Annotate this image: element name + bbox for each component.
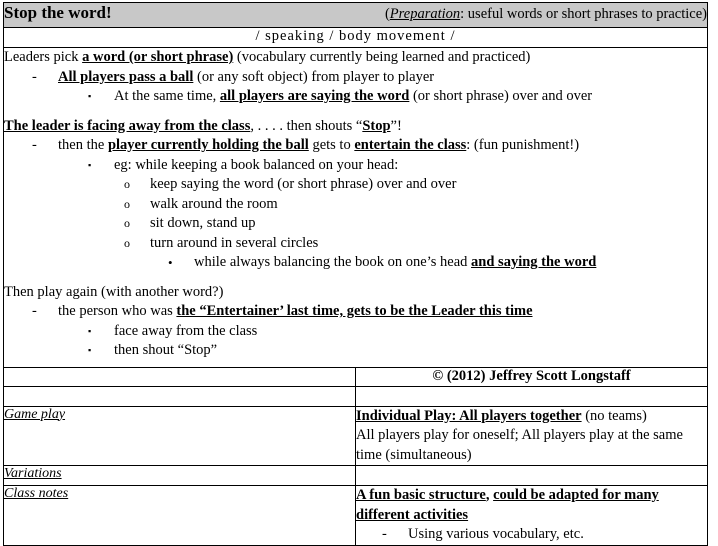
instruction-line (4, 341, 707, 361)
preparation-label: Preparation (389, 6, 461, 22)
preparation-open-paren: ( (384, 6, 390, 22)
text-emphasis: Individual Play: All players together (356, 407, 582, 424)
dash-marker-icon: - (382, 526, 387, 542)
variations-row (4, 466, 708, 486)
text-fragment: then shout “Stop” (114, 342, 218, 358)
class-notes-sub-line (356, 525, 707, 545)
text-emphasis: and saying the word (471, 254, 597, 270)
text-fragment: the person who was (58, 303, 177, 319)
text-fragment: turn around in several circles (150, 234, 319, 251)
game-play-line-2: All players play for oneself; All players play at the same time (simultaneous) (356, 427, 683, 463)
text-fragment: ”! (390, 117, 402, 134)
instruction-line: Then play again (with another word?) (4, 283, 224, 300)
text-emphasis: player currently holding the ball (107, 137, 309, 153)
square-bullet-icon: ▪ (88, 159, 92, 170)
text-emphasis: All players pass a ball (58, 68, 194, 85)
text-fragment: while always balancing the book on one’s head (194, 254, 472, 270)
page-title: Stop the word! (4, 3, 112, 22)
text-fragment: (vocabulary currently being learned and practiced) (233, 49, 531, 65)
instruction-line (4, 136, 707, 156)
class-notes-value (356, 486, 708, 546)
preparation-note (385, 4, 707, 24)
text-emphasis: Stop (362, 117, 391, 134)
circle-bullet-icon: o (124, 235, 130, 250)
copyright-spacer-cell (4, 367, 356, 386)
dash-marker-icon: - (32, 137, 37, 153)
instructions-cell (4, 48, 708, 368)
text-fragment: : (fun punishment!) (466, 137, 580, 153)
text-emphasis: a word (or short phrase) (82, 49, 234, 65)
title-cell (4, 3, 708, 28)
round-bullet-icon: • (168, 255, 173, 270)
lesson-plan-table (3, 2, 708, 546)
text-fragment (114, 87, 707, 107)
blank-row (4, 386, 708, 406)
text-fragment: walk around the room (150, 195, 278, 212)
text-emphasis: A fun basic structure (356, 487, 486, 503)
instruction-line (4, 302, 707, 322)
circle-bullet-icon: o (124, 216, 130, 230)
spacer (4, 273, 707, 283)
square-bullet-icon: ▪ (88, 345, 92, 355)
text-emphasis: The leader is facing away from the class (4, 117, 251, 134)
instruction-line (4, 117, 707, 137)
spacer (4, 107, 707, 117)
instruction-line (4, 195, 707, 215)
text-fragment: sit down, stand up (150, 215, 256, 231)
copyright-row (4, 367, 708, 386)
game-play-label: Game play (4, 406, 356, 466)
text-fragment: , (485, 487, 494, 503)
instruction-line (4, 48, 707, 68)
dash-marker-icon: - (32, 303, 37, 319)
text-fragment: face away from the class (114, 322, 258, 339)
spacer (4, 361, 707, 367)
instruction-line (4, 175, 707, 195)
text-fragment (58, 68, 707, 88)
preparation-text: : useful words or short phrases to practice) (460, 6, 707, 22)
copyright-cell: © (2012) Jeffrey Scott Longstaff (356, 367, 708, 386)
class-notes-line-1 (356, 486, 707, 525)
text-fragment: keep saying the word (or short phrase) over and over (150, 176, 457, 192)
body-row (4, 48, 708, 368)
text-fragment: (or any soft object) from player to player (193, 68, 435, 85)
text-fragment: (or short phrase) over and over (409, 88, 593, 104)
text-fragment: gets to (308, 137, 355, 153)
text-fragment (194, 253, 707, 273)
circle-bullet-icon: o (124, 196, 130, 211)
text-emphasis: the “Entertainer’ last time, gets to be the Leader this time (176, 303, 533, 319)
blank-label-cell (4, 386, 356, 406)
variations-label: Variations (4, 466, 356, 486)
dash-marker-icon: - (32, 68, 37, 85)
instruction-line (4, 214, 707, 234)
instruction-line (4, 156, 707, 176)
variations-value (356, 466, 708, 486)
text-fragment (58, 302, 707, 322)
category-cell (4, 28, 708, 48)
instruction-line (4, 234, 707, 254)
title-row (4, 3, 708, 28)
text-fragment: Using various vocabulary, etc. (408, 526, 584, 542)
text-fragment: then the (58, 137, 108, 153)
instruction-line (4, 68, 707, 88)
game-play-value (356, 406, 708, 466)
square-bullet-icon: ▪ (88, 325, 92, 336)
text-fragment (58, 136, 707, 156)
class-notes-row (4, 486, 708, 546)
text-emphasis: could be adapted for many different activities (356, 487, 659, 523)
text-fragment: Leaders pick (4, 49, 83, 65)
text-fragment: At the same time, (114, 88, 220, 104)
instruction-line (4, 253, 707, 273)
instruction-line (4, 87, 707, 107)
circle-bullet-icon: o (124, 177, 130, 191)
text-emphasis: all players are saying the word (219, 88, 410, 104)
blank-value-cell (356, 386, 708, 406)
category-list: / speaking / body movement / (255, 28, 456, 44)
text-fragment: eg: while keeping a book balanced on your head: (114, 156, 399, 173)
text-fragment: (no teams) (581, 407, 647, 424)
text-emphasis: entertain the class (354, 137, 467, 153)
class-notes-label: Class notes (4, 486, 356, 546)
text-fragment: , . . . . then shouts “ (250, 117, 363, 134)
game-play-row (4, 406, 708, 466)
category-row (4, 28, 708, 48)
square-bullet-icon: ▪ (88, 91, 92, 101)
game-play-line-1 (356, 407, 707, 427)
instruction-line (4, 322, 707, 342)
